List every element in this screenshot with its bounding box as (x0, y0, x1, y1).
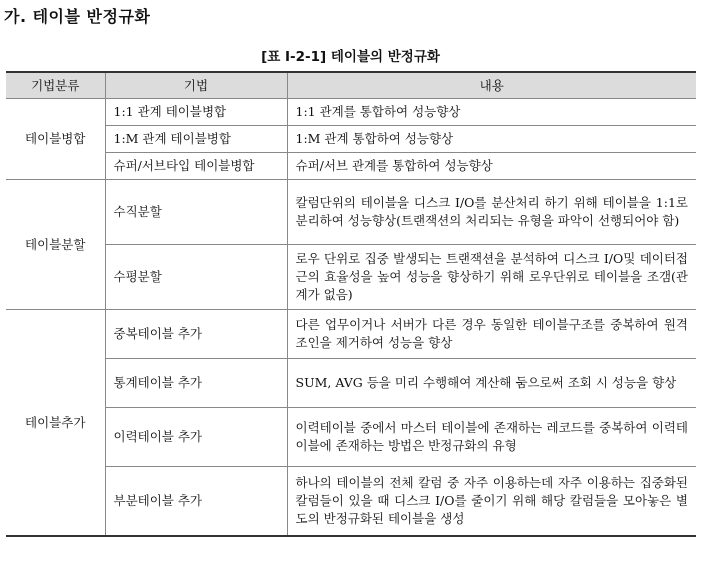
technique-cell: 이력테이블 추가 (105, 408, 287, 467)
technique-cell: 중복테이블 추가 (105, 310, 287, 359)
table-row (6, 99, 696, 126)
header-description: 내용 (287, 72, 696, 99)
technique-cell: 슈퍼/서브타입 테이블병합 (105, 153, 287, 180)
table-row (6, 245, 696, 310)
description-cell: 칼럼단위의 테이블을 디스크 I/O를 분산처리 하기 위해 테이블을 1:1로 분리하여 성능향상(트랜잭션의 처리되는 유형을 파악이 선행되어야 함) (287, 180, 696, 245)
technique-cell: 수직분할 (105, 180, 287, 245)
description-cell: 1:M 관계 통합하여 성능향상 (287, 126, 696, 153)
table-row (6, 126, 696, 153)
header-category: 기법분류 (6, 72, 105, 99)
table-row (6, 359, 696, 408)
table-row (6, 467, 696, 537)
table-row (6, 153, 696, 180)
description-cell: 다른 업무이거나 서버가 다른 경우 동일한 테이블구조를 중복하여 원격조인을 제거하여 성능을 향상 (287, 310, 696, 359)
technique-cell: 1:1 관계 테이블병합 (105, 99, 287, 126)
technique-cell: 부분테이블 추가 (105, 467, 287, 537)
table-row (6, 310, 696, 359)
description-cell: 하나의 테이블의 전체 칼럼 중 자주 이용하는데 자주 이용하는 집중화된 칼럼들이 있을 때 디스크 I/O를 줄이기 위해 해당 칼럼들을 모아놓은 별도의 반정규화된 테이블을 생성 (287, 467, 696, 537)
table-header-row (6, 72, 696, 99)
table-row (6, 408, 696, 467)
category-cell: 테이블추가 (6, 310, 105, 537)
technique-cell: 수평분할 (105, 245, 287, 310)
category-cell: 테이블분할 (6, 180, 105, 310)
table-row (6, 180, 696, 245)
description-cell: 슈퍼/서브 관계를 통합하여 성능향상 (287, 153, 696, 180)
description-cell: 1:1 관계를 통합하여 성능향상 (287, 99, 696, 126)
description-cell: SUM, AVG 등을 미리 수행해여 계산해 둠으로써 조회 시 성능을 향상 (287, 359, 696, 408)
section-heading: 가. 테이블 반정규화 (4, 7, 151, 26)
table-caption: [표 Ⅰ-2-1] 테이블의 반정규화 (261, 49, 440, 65)
denormalization-table (6, 71, 696, 537)
technique-cell: 통계테이블 추가 (105, 359, 287, 408)
technique-cell: 1:M 관계 테이블병합 (105, 126, 287, 153)
category-cell: 테이블병합 (6, 99, 105, 180)
description-cell: 로우 단위로 집중 발생되는 트랜잭션을 분석하여 디스크 I/O및 데이터접근의 효율성을 높여 성능을 향상하기 위해 로우단위로 테이블을 조갬(관계가 없음) (287, 245, 696, 310)
header-technique: 기법 (105, 72, 287, 99)
description-cell: 이력테이블 중에서 마스터 테이블에 존재하는 레코드를 중복하여 이력테이블에 존재하는 방법은 반정규화의 유형 (287, 408, 696, 467)
